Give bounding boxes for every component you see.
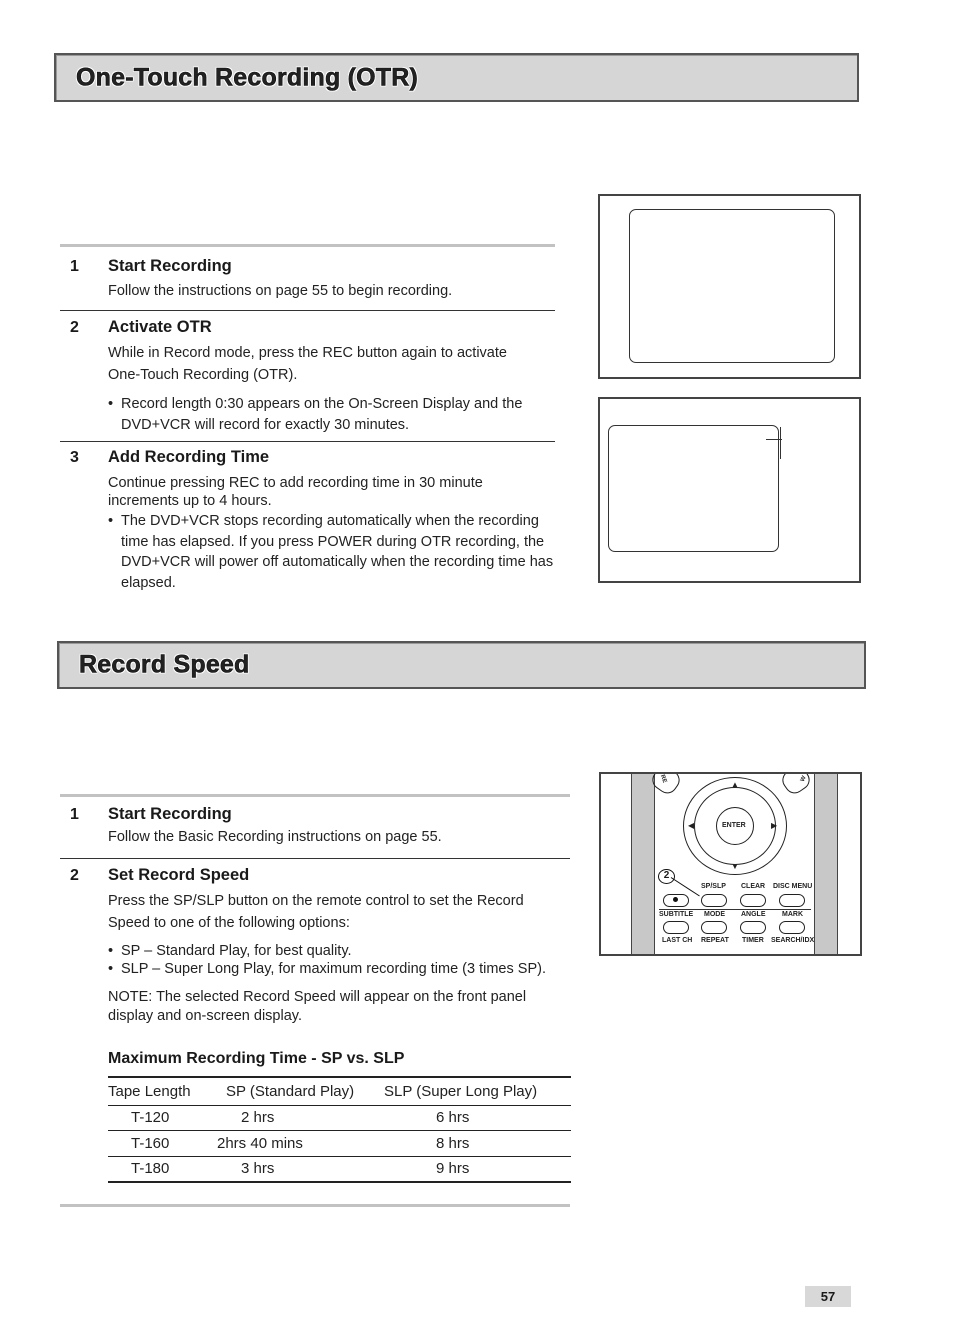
callout-number: 2 — [663, 870, 670, 881]
enter-label: ENTER — [722, 822, 746, 829]
otr-step-2-number: 2 — [70, 319, 79, 336]
speed-top-rule — [60, 794, 570, 797]
cursor-mark — [766, 439, 782, 440]
otr-top-rule — [60, 244, 555, 247]
otr-screen-illustration-2 — [598, 397, 861, 583]
otr-step-2-heading: Activate OTR — [108, 318, 212, 336]
bullet-text: Record length 0:30 appears on the On-Screen Display and the DVD+VCR will record for exactly 30 minutes. — [121, 396, 523, 433]
table-row — [108, 1105, 571, 1130]
table-cell: 8 hrs — [436, 1134, 470, 1152]
table-header-cell: SLP (Super Long Play) — [384, 1082, 538, 1100]
table-cell: 3 hrs — [241, 1160, 275, 1178]
bullet-dot: • — [108, 961, 114, 977]
bullet-dot: • — [108, 396, 114, 412]
tv-screen — [629, 209, 835, 363]
speed-step-2-text: Press the SP/SLP button on the remote control to set the Record Speed to one of the following options: — [108, 893, 524, 931]
speed-step-1-text: Follow the Basic Recording instructions on page 55. — [108, 829, 442, 845]
bullet-text: SP – Standard Play, for best quality. — [121, 943, 352, 959]
speed-title-banner — [57, 641, 866, 689]
table-cell: 2 hrs — [241, 1109, 275, 1126]
otr-step-2-bullet — [108, 394, 548, 435]
table-cell: 2hrs 40 mins — [217, 1134, 303, 1152]
speed-section-title: Record Speed — [79, 650, 250, 679]
repeat-label: REPEAT — [701, 937, 729, 944]
table-cell: 6 hrs — [436, 1109, 470, 1126]
remote-side-right — [814, 774, 838, 954]
clear-label: CLEAR — [741, 883, 766, 890]
remote-side-left — [631, 774, 655, 954]
subtitle-label: SUBTITLE — [659, 911, 694, 918]
remote-control-illustration — [599, 772, 862, 956]
speed-note: NOTE: The selected Record Speed will appear on the front panel display and on-screen display. — [108, 989, 527, 1024]
label-divider — [659, 909, 811, 910]
table-header-row — [108, 1077, 571, 1105]
otr-step-3-heading: Add Recording Time — [108, 448, 270, 466]
table-cell: 9 hrs — [436, 1160, 470, 1178]
review-button-partial — [778, 774, 813, 797]
step-2-callout-badge — [658, 869, 675, 884]
cursor-mark — [780, 427, 781, 459]
remote-body — [601, 774, 860, 954]
bullet-text: SLP – Super Long Play, for maximum recording time (3 times SP). — [121, 961, 546, 977]
speed-step-divider — [60, 858, 570, 859]
angle-label: ANGLE — [741, 911, 766, 918]
recording-time-table — [108, 1076, 571, 1183]
otr-step-1-heading: Start Recording — [108, 257, 232, 275]
speed-step-1-number: 1 — [70, 806, 79, 823]
mode-label: MODE — [704, 911, 725, 918]
recording-time-table-title: Maximum Recording Time - SP vs. SLP — [108, 1050, 405, 1067]
last-ch-label: LAST CH — [662, 937, 693, 944]
left-arrow-icon: ◀ — [688, 821, 695, 830]
speed-step-2-number: 2 — [70, 867, 79, 884]
table-header-cell: SP (Standard Play) — [226, 1082, 355, 1100]
table-cell: T-120 — [131, 1109, 170, 1126]
otr-step-3-bullet — [108, 511, 558, 593]
otr-step-divider — [60, 441, 555, 442]
disc-menu-label: DISC MENU — [773, 883, 813, 890]
sp-slp-label: SP/SLP — [701, 883, 726, 890]
otr-step-3-text: Continue pressing REC to add recording time in 30 minute increments up to 4 hours. — [108, 475, 483, 509]
table-row — [108, 1156, 571, 1182]
timer-label: TIMER — [742, 937, 764, 944]
table-header-cell: Tape Length — [108, 1082, 191, 1100]
otr-step-3-number: 3 — [70, 449, 79, 466]
table-cell: T-160 — [131, 1134, 170, 1152]
speed-step-2-heading: Set Record Speed — [108, 866, 250, 884]
angle-button[interactable] — [740, 921, 766, 934]
otr-screen-illustration-1 — [598, 194, 861, 379]
speed-bullet-slp — [108, 959, 570, 980]
down-arrow-icon: ▼ — [731, 862, 739, 871]
otr-step-1-number: 1 — [70, 258, 79, 275]
mode-button[interactable] — [701, 921, 727, 934]
bullet-dot: • — [108, 943, 114, 959]
record-dot-icon — [673, 897, 678, 902]
subtitle-button[interactable] — [663, 921, 689, 934]
up-arrow-icon: ▲ — [731, 780, 739, 789]
page-number-text: 57 — [820, 1289, 836, 1304]
table-row — [108, 1130, 571, 1156]
otr-title-banner — [54, 53, 859, 102]
search-idx-label: SEARCH/IDX — [771, 937, 815, 944]
record-dot-button[interactable] — [663, 894, 689, 907]
clear-button[interactable] — [740, 894, 766, 907]
otr-step-2-text: While in Record mode, press the REC button again to activate One-Touch Recording (OTR). — [108, 345, 507, 383]
mark-label: MARK — [782, 911, 803, 918]
mark-button[interactable] — [779, 921, 805, 934]
table-cell: T-180 — [131, 1160, 170, 1178]
rec-label-partial: RE — [658, 774, 668, 784]
otr-step-1-text: Follow the instructions on page 55 to begin recording. — [108, 283, 453, 299]
speed-step-1-heading: Start Recording — [108, 805, 232, 823]
sp-slp-button[interactable] — [701, 894, 727, 907]
tv-screen — [608, 425, 779, 552]
bullet-dot: • — [108, 513, 114, 529]
right-arrow-icon: ▶ — [771, 821, 778, 830]
review-label-partial: W — [799, 775, 808, 783]
otr-section-title: One-Touch Recording (OTR) — [76, 63, 419, 91]
bullet-text: The DVD+VCR stops recording automatically when the recording time has elapsed. If you press POWER during OTR recording, the DVD+VCR will power off automatically when the recording time has elapsed. — [121, 513, 554, 591]
page-number — [805, 1286, 851, 1307]
disc-menu-button[interactable] — [779, 894, 805, 907]
speed-bottom-rule — [60, 1204, 570, 1207]
otr-step-divider — [60, 310, 555, 311]
